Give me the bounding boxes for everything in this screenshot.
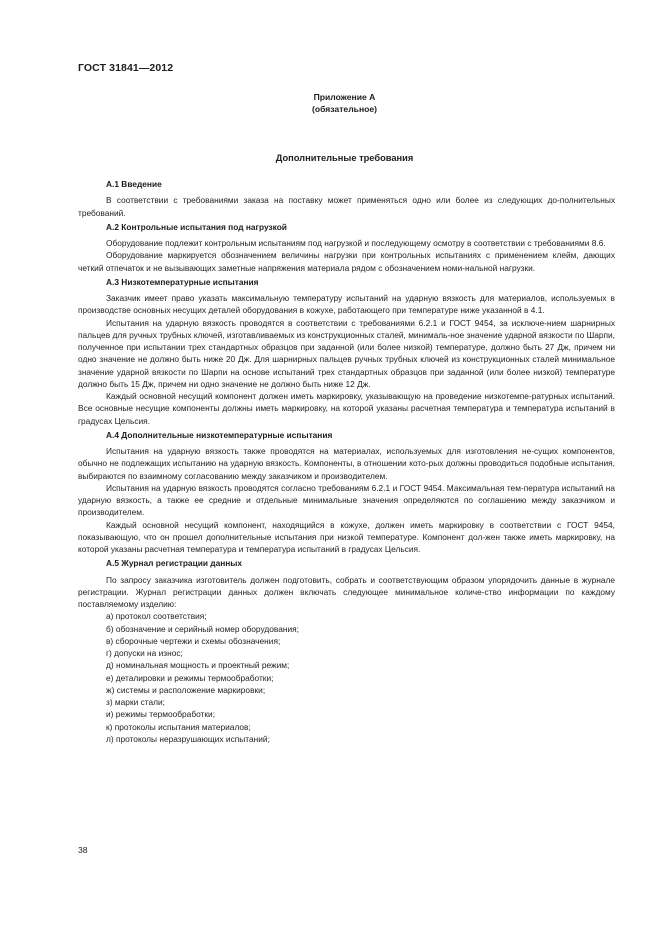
page-number: 38 (78, 845, 88, 855)
paragraph: Заказчик имеет право указать максимальную температуру испытаний на ударную вязкость для материалов, используемых в производстве основных несущих деталей оборудования в кожухе, работающего при температуре ниже указанной в 4.1. (78, 293, 615, 316)
appendix-heading (0, 92, 661, 115)
section-heading: А.5 Журнал регистрации данных (106, 558, 243, 569)
paragraph: В соответствии с требованиями заказа на поставку может применяться одно или более из следующих до-полнительных требований. (78, 195, 615, 218)
document-body (78, 176, 615, 745)
paragraph: Испытания на ударную вязкость проводятся согласно требованиям 6.2.1 и ГОСТ 9454. Максимальная тем-пература испытаний на ударную вязкость, а также ее средние и отдельные минимальные значения определяются по соглашению между заказчиком и производителем. (78, 482, 615, 518)
list-item: д) номинальная мощность и проектный режим; (106, 660, 290, 671)
appendix-label: Приложение А (313, 92, 376, 102)
appendix-title: Дополнительные требования (275, 153, 414, 163)
section-a5 (78, 557, 615, 745)
section-heading: А.4 Дополнительные низкотемпературные испытания (106, 429, 333, 440)
document-id: ГОСТ 31841—2012 (78, 62, 174, 74)
list-item: л) протоколы неразрушающих испытаний; (106, 733, 270, 744)
paragraph: Оборудование маркируется обозначением величины нагрузки при контрольных испытаниях с применением клейм, дающих четкий отпечаток и не вызывающих заметные напряжения материала рядом с обозначением номи-нальной нагрузки. (78, 250, 615, 273)
appendix-status: (обязательное) (311, 103, 378, 114)
list-item: и) режимы термообработки; (106, 709, 216, 720)
paragraph: Каждый основной несущий компонент должен иметь маркировку, указывающую на проведение низкотемпе-ратурных испытаний. Все основные несущие компоненты должны иметь маркировку, на которой указаны расчетная температура и температура испытаний в градусах Цельсия. (78, 391, 615, 426)
list-item: е) деталировки и режимы термообработки; (106, 672, 274, 683)
section-a1 (78, 178, 615, 219)
list-item: б) обозначение и серийный номер оборудования; (106, 623, 299, 634)
section-heading: А.3 Низкотемпературные испытания (106, 276, 259, 287)
paragraph: Каждый основной несущий компонент, находящийся в кожухе, должен иметь маркировку в соответствии с ГОСТ 9454, показывающую, что он прошел дополнительные испытания при низкой температуре. Компонент дол-жен также иметь маркировку, на которой указаны расчетная температура и температура испытаний в градусах Цельсия. (78, 519, 615, 554)
paragraph: Испытания на ударную вязкость также проводятся на материалах, используемых для изготовления не-сущих компонентов, обычно не подлежащих испытанию на ударную вязкость. Компоненты, в отношении кото-рых должны проводиться подобные испытания, выбираются по взаимному согласованию между заказчиком и производителем. (78, 446, 615, 481)
section-a3 (78, 276, 615, 427)
paragraph: Испытания на ударную вязкость проводятся в соответствии с требованиями 6.2.1 и ГОСТ 9454, за исключе-нием шарнирных пальцев для ручных трубных ключей, изготавливаемых из конструкционных сталей, минималь-ное значение ударной вязкости по Шарпи, полученное при испытании трех стандартных образцов при заданной (или более низкой) температуре, должно быть 27 Дж, причем ни одно значение не должно быть ниже 20 Дж. Для шарнирных пальцев ручных трубных ключей из конструкционных сталей минимальное значение ударной вязкости по Шарпи на основе испытаний трех стандартных образцов при заданной (или более низкой) температуре должно быть 15 Дж, причем ни одно значение не должно быть ниже 12 Дж. (78, 317, 615, 389)
list-item: а) протокол соответствия; (106, 611, 207, 622)
section-heading: А.1 Введение (106, 179, 162, 189)
list-item: в) сборочные чертежи и схемы обозначения; (106, 635, 281, 646)
section-a4 (78, 429, 615, 556)
list-item: к) протоколы испытания материалов; (106, 721, 251, 732)
paragraph: По запросу заказчика изготовитель должен подготовить, собрать и соответствующим образом упорядочить данные в журнале регистрации. Журнал регистрации данных должен включать следующее минимальное количе-ство информации по каждому поставляемому изделию: (78, 574, 615, 609)
data-log-list (78, 610, 615, 745)
list-item: ж) системы и расположение маркировки; (106, 684, 266, 695)
section-heading: А.2 Контрольные испытания под нагрузкой (106, 221, 287, 232)
paragraph: Оборудование подлежит контрольным испытаниям под нагрузкой и последующему осмотру в соответствии с требованиями 8.6. (106, 238, 606, 248)
list-item: з) марки стали; (106, 697, 165, 707)
list-item: г) допуски на износ; (106, 648, 183, 658)
section-a2 (78, 221, 615, 274)
